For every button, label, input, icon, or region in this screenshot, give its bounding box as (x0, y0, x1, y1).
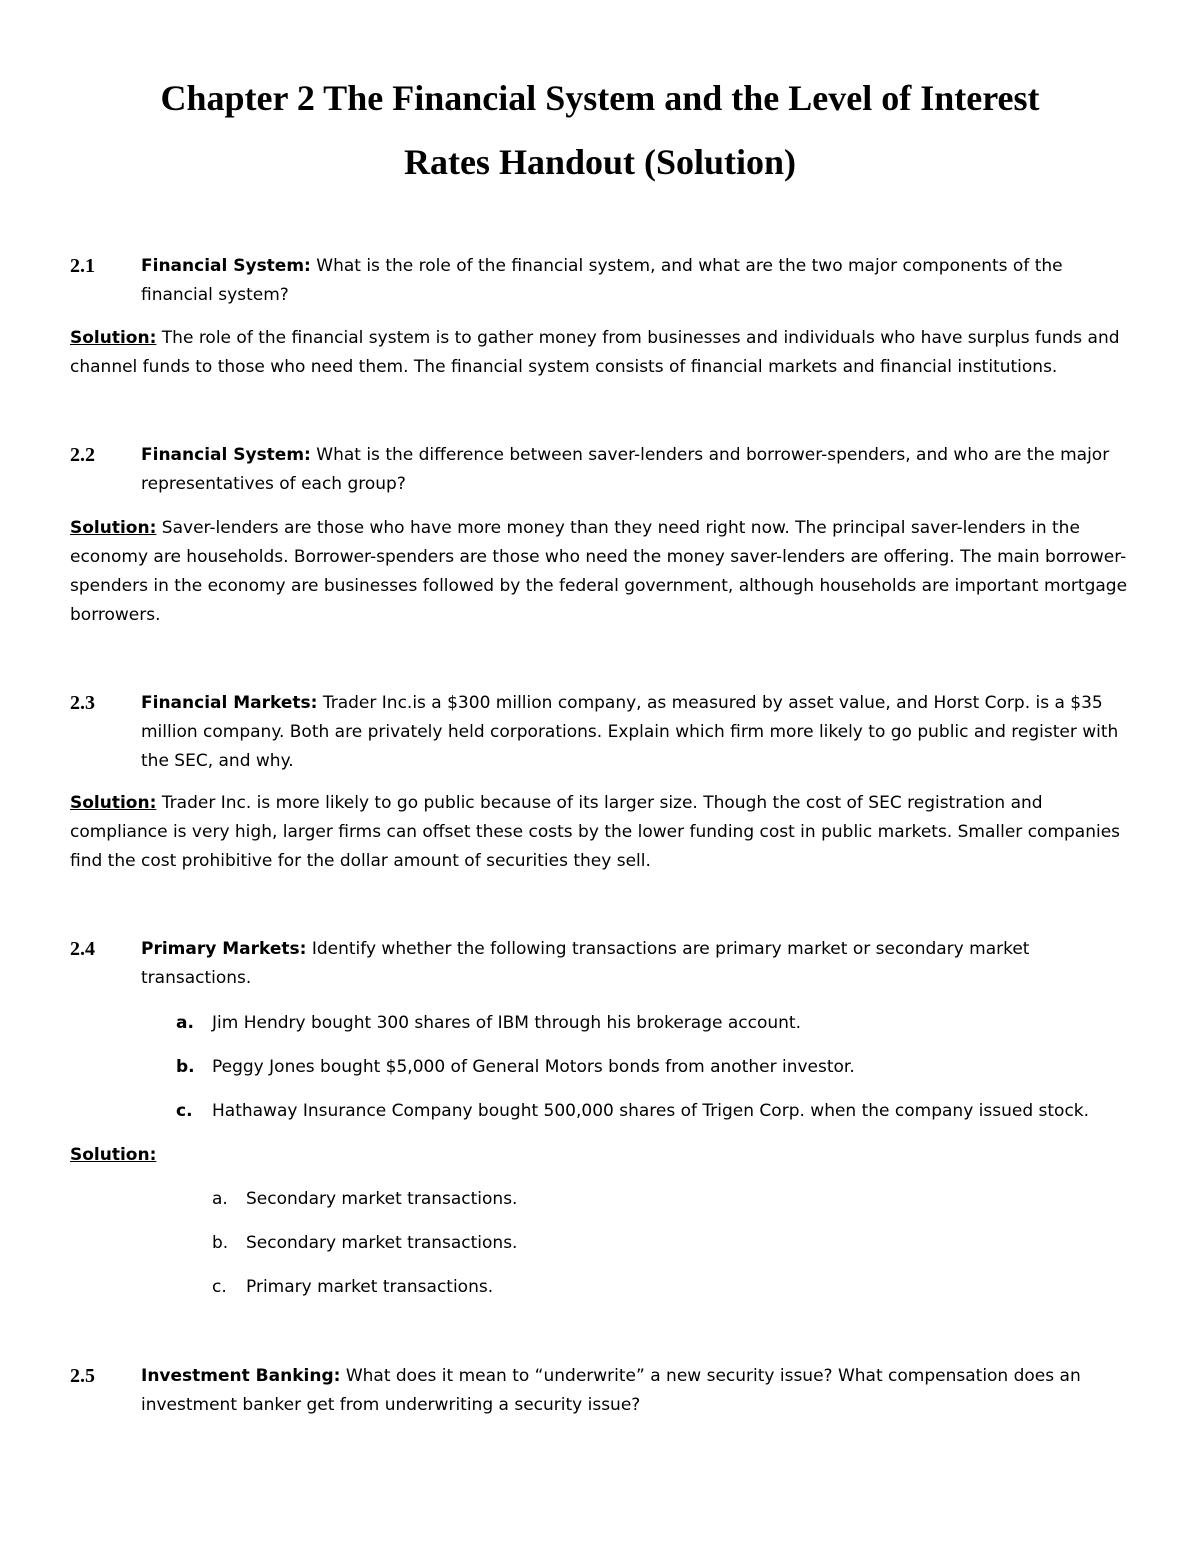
question-text (141, 252, 1131, 310)
solution-2-1 (70, 324, 1145, 382)
solution-label: Solution: (70, 518, 157, 538)
question-body: What does it mean to “underwrite” a new security issue? What compensation does an investment banker get from underwriting a security issue? (141, 1366, 1081, 1415)
question-body: What is the difference between saver-lenders and borrower-spenders, and who are the major representatives of each group? (141, 445, 1110, 494)
solution-text: Trader Inc. is more likely to go public because of its larger size. Though the cost of SEC registration and compliance is very high, larger firms can offset these costs by the lower funding cost in public markets. Smaller companies find the cost prohibitive for the dollar amount of securities they sell. (70, 793, 1121, 871)
item-letter: a. (212, 1189, 228, 1209)
item-text: Primary market transactions. (246, 1277, 494, 1297)
item-letter: b. (212, 1233, 229, 1253)
question-number: 2.2 (70, 444, 95, 466)
item-text: Hathaway Insurance Company bought 500,000 shares of Trigen Corp. when the company issued stock. (212, 1101, 1090, 1121)
question-label: Financial Markets: (141, 693, 318, 713)
question-body: What is the role of the financial system, and what are the two major components of the financial system? (141, 256, 1063, 305)
question-label: Primary Markets: (141, 939, 307, 959)
question-number: 2.3 (70, 692, 95, 714)
item-text: Peggy Jones bought $5,000 of General Motors bonds from another investor. (212, 1057, 855, 1077)
item-letter: c. (176, 1101, 193, 1121)
question-number: 2.5 (70, 1365, 95, 1387)
title-line-2: Rates Handout (Solution) (403, 142, 797, 182)
item-text: Secondary market transactions. (246, 1189, 518, 1209)
solution-2-4 (70, 1141, 1145, 1170)
solution-2-3 (70, 789, 1145, 876)
solution-text: The role of the financial system is to gather money from businesses and individuals who have surplus funds and channel funds to those who need them. The financial system consists of financial markets and financial institutions. (70, 328, 1120, 377)
question-label: Financial System: (141, 445, 311, 465)
solution-2-2 (70, 514, 1145, 630)
item-letter: b. (176, 1057, 195, 1077)
document-title (60, 66, 1140, 194)
solution-label: Solution: (70, 328, 157, 348)
item-text: Jim Hendry bought 300 shares of IBM through his brokerage account. (212, 1013, 801, 1033)
question-label: Financial System: (141, 256, 311, 276)
solution-text: Saver-lenders are those who have more money than they need right now. The principal saver-lenders in the economy are households. Borrower-spenders are those who need the money saver-lenders are offering. The main borrower-spenders in the economy are businesses followed by the federal government, although households are important mortgage borrowers. (70, 518, 1128, 625)
question-body: Identify whether the following transactions are primary market or secondary market transactions. (141, 939, 1030, 988)
question-body: Trader Inc.is a $300 million company, as measured by asset value, and Horst Corp. is a $35 million company. Both are privately held corporations. Explain which firm more likely to go public and register with the SEC, and why. (141, 693, 1119, 771)
question-number: 2.4 (70, 938, 95, 960)
question-text (141, 441, 1131, 499)
question-label: Investment Banking: (141, 1366, 341, 1386)
item-letter: a. (176, 1013, 194, 1033)
item-letter: c. (212, 1277, 227, 1297)
question-text (141, 1362, 1131, 1420)
question-text (141, 935, 1131, 993)
question-text (141, 689, 1131, 776)
solution-label: Solution: (70, 1145, 157, 1165)
question-number: 2.1 (70, 255, 95, 277)
title-line-1: Chapter 2 The Financial System and the Level of Interest (160, 78, 1040, 118)
item-text: Secondary market transactions. (246, 1233, 518, 1253)
solution-label: Solution: (70, 793, 157, 813)
